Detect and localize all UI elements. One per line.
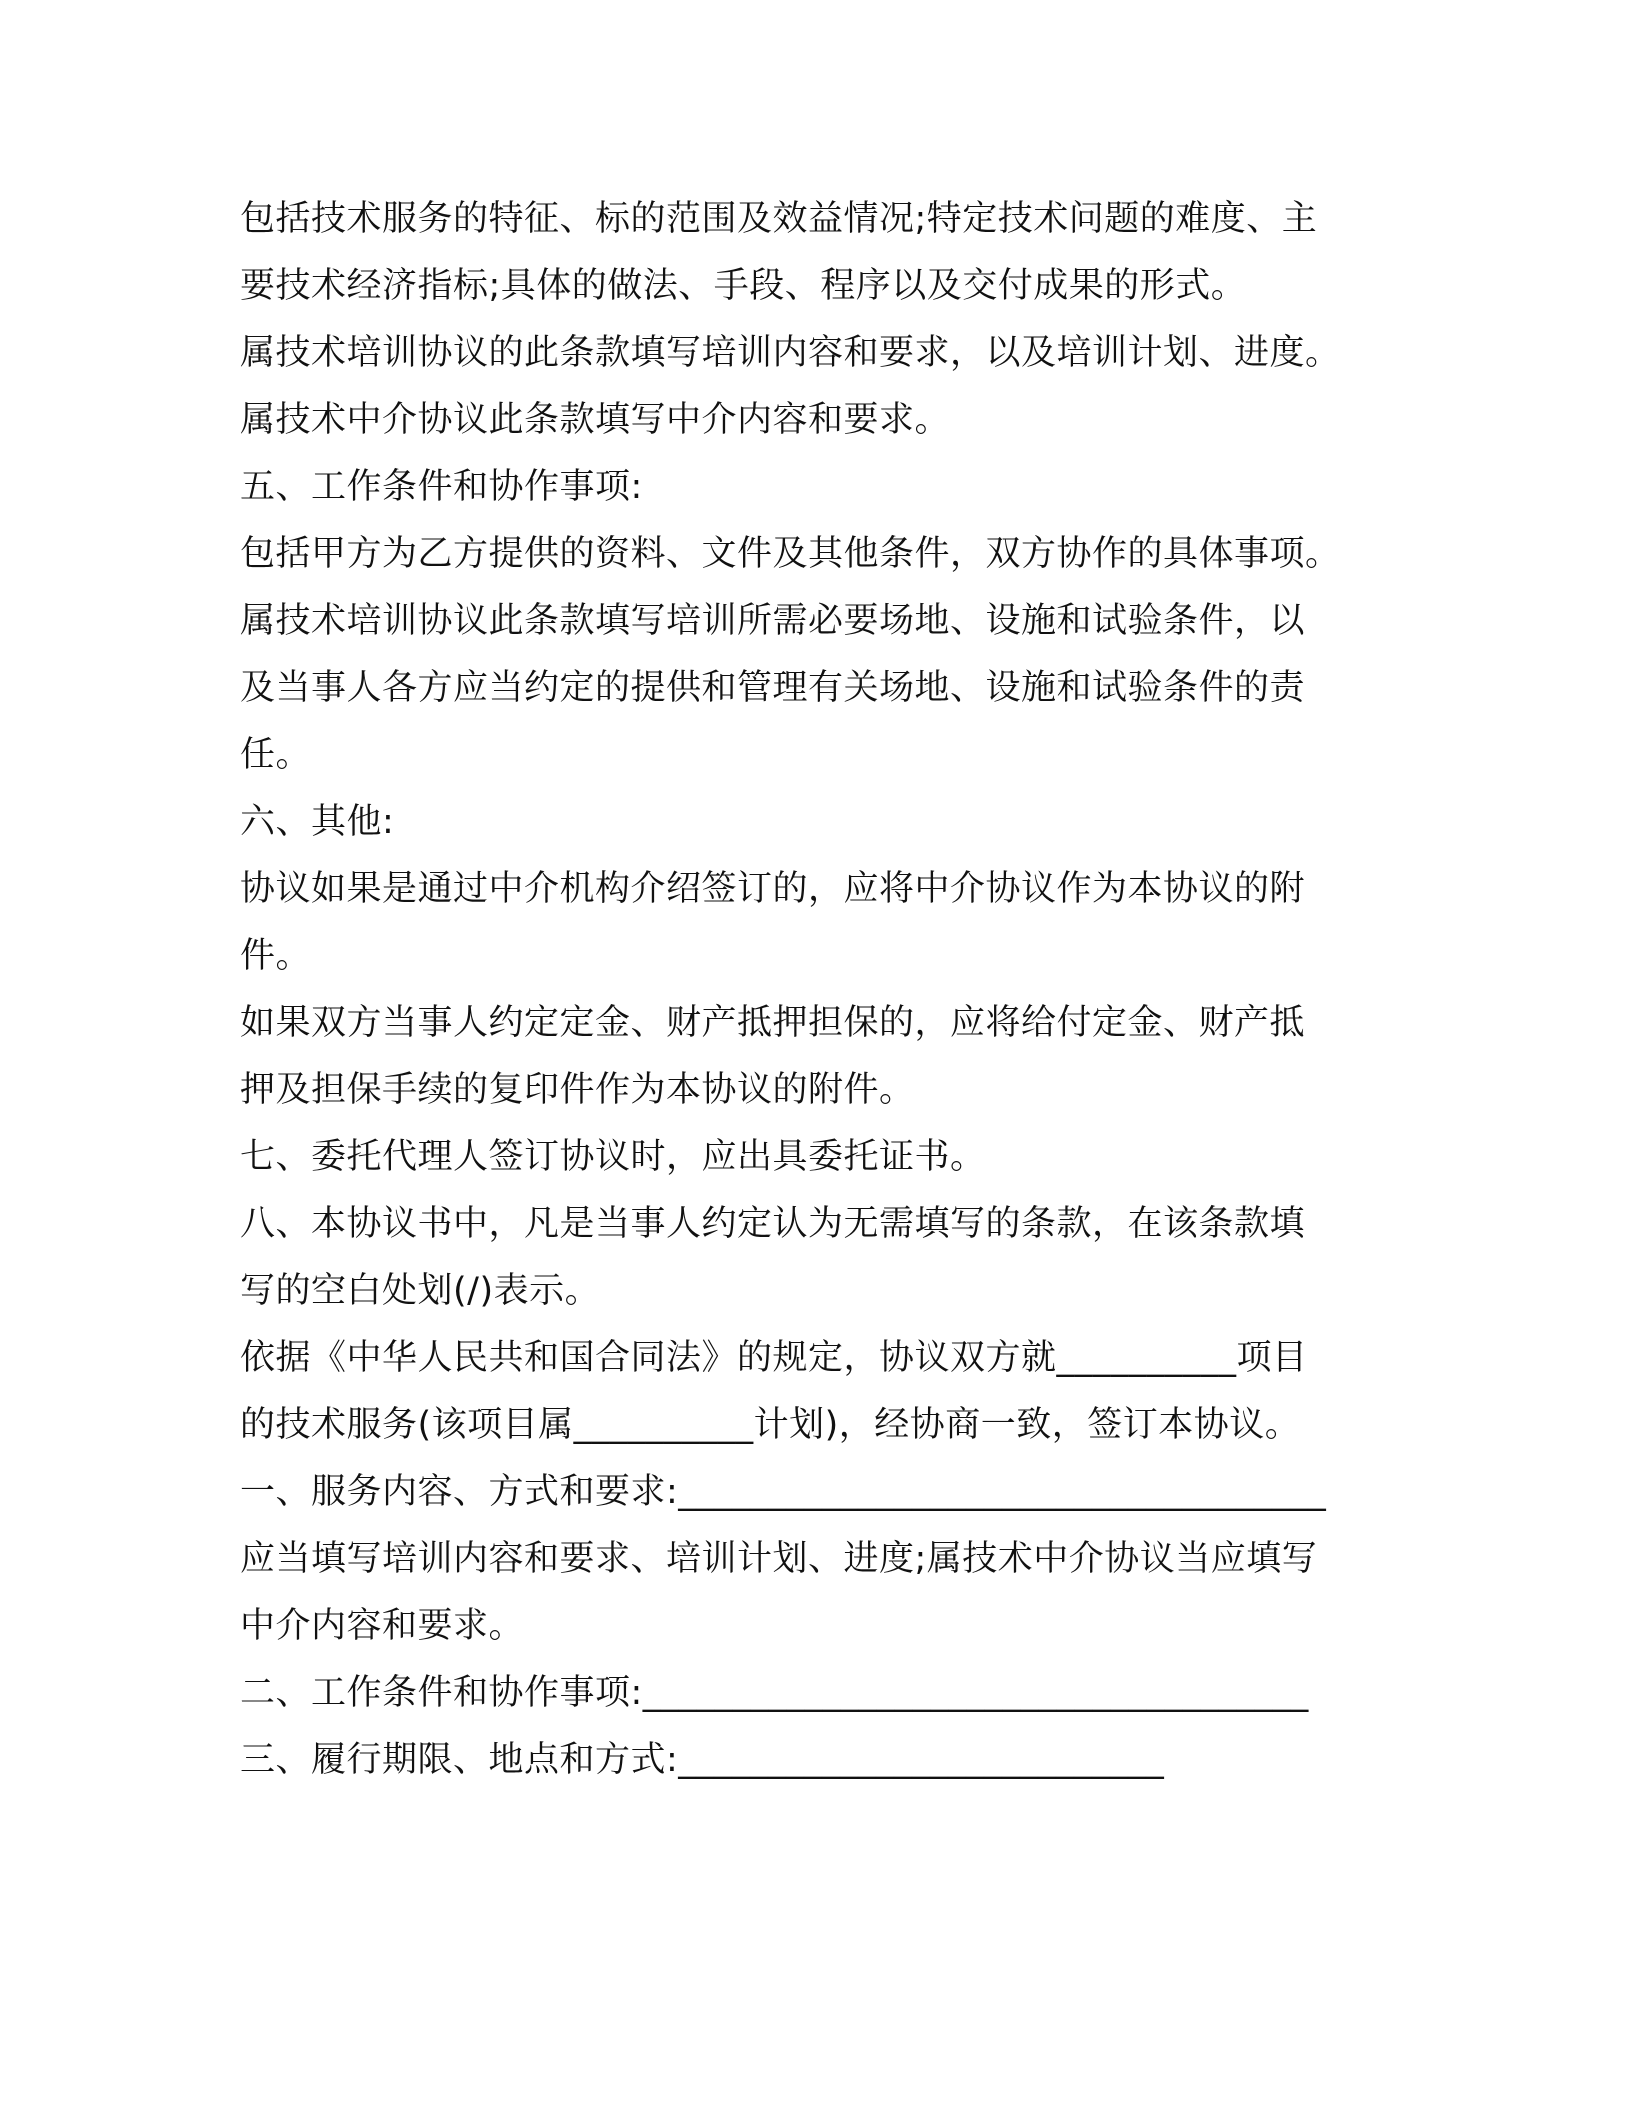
text-line: 属技术中介协议此条款填写中介内容和要求。 — [240, 400, 951, 440]
form-field-work-conditions: 二、工作条件和协作事项:_____________________________________ — [240, 1673, 1309, 1713]
text-line: 要技术经济指标;具体的做法、手段、程序以及交付成果的形式。 — [240, 266, 1247, 306]
text-line: 及当事人各方应当约定的提供和管理有关场地、设施和试验条件的责 — [240, 668, 1306, 708]
text-line: 依据《中华人民共和国合同法》的规定，协议双方就__________项目 — [240, 1338, 1308, 1378]
text-line: 包括甲方为乙方提供的资料、文件及其他条件，双方协作的具体事项。 — [240, 534, 1341, 574]
text-line: 应当填写培训内容和要求、培训计划、进度;属技术中介协议当应填写 — [240, 1539, 1318, 1579]
text-line: 任。 — [240, 735, 312, 775]
form-field-service-content: 一、服务内容、方式和要求:____________________________________ — [240, 1472, 1327, 1512]
section-heading-5: 五、工作条件和协作事项: — [240, 467, 643, 507]
text-line: 的技术服务(该项目属__________计划)，经协商一致，签订本协议。 — [240, 1405, 1301, 1445]
section-heading-7: 七、委托代理人签订协议时，应出具委托证书。 — [240, 1137, 986, 1177]
text-line: 包括技术服务的特征、标的范围及效益情况;特定技术问题的难度、主 — [240, 199, 1318, 239]
text-line: 押及担保手续的复印件作为本协议的附件。 — [240, 1070, 915, 1110]
document-body — [240, 186, 1380, 1794]
section-heading-6: 六、其他: — [240, 802, 395, 842]
form-field-performance-terms: 三、履行期限、地点和方式:___________________________ — [240, 1740, 1165, 1780]
section-heading-8: 八、本协议书中，凡是当事人约定认为无需填写的条款，在该条款填 — [240, 1204, 1306, 1244]
text-line: 属技术培训协议的此条款填写培训内容和要求，以及培训计划、进度。 — [240, 333, 1341, 373]
text-line: 件。 — [240, 936, 312, 976]
text-line: 协议如果是通过中介机构介绍签订的，应将中介协议作为本协议的附 — [240, 869, 1306, 909]
text-line: 中介内容和要求。 — [240, 1606, 525, 1646]
text-line: 属技术培训协议此条款填写培训所需必要场地、设施和试验条件，以 — [240, 601, 1306, 641]
text-line: 如果双方当事人约定定金、财产抵押担保的，应将给付定金、财产抵 — [240, 1003, 1306, 1043]
text-line: 写的空白处划(/)表示。 — [240, 1271, 601, 1311]
